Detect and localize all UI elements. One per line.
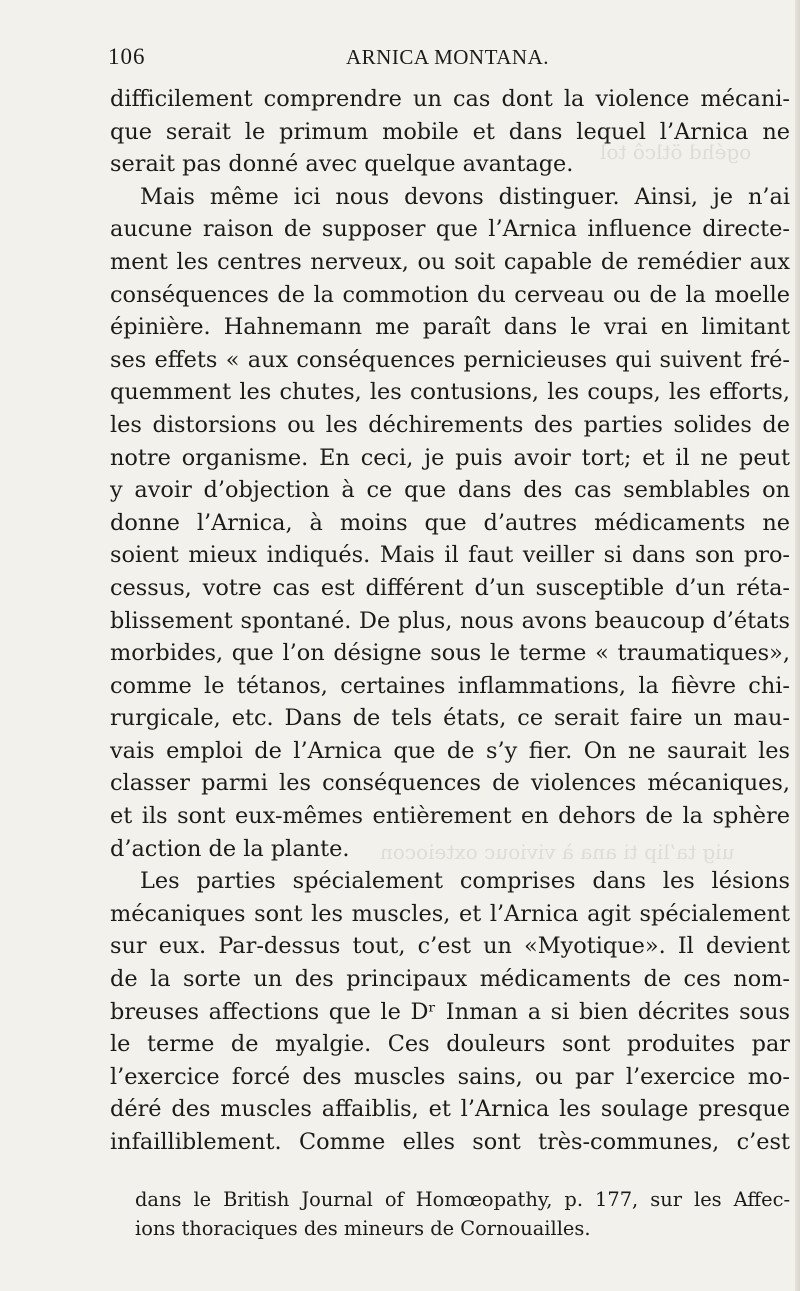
text-line: comme le tétanos, certaines inflammations, la fièvre chi- [110,672,790,699]
text-line: aucune raison de supposer que l’Arnica influence directe- [110,216,790,243]
text-line: difficilement comprendre un cas dont la violence mécani- [110,86,790,112]
running-title: ARNICA MONTANA. [346,45,549,69]
text-line: les distorsions ou les déchirements des parties solides de [110,411,790,438]
text-line: conséquences de la commotion du cerveau ou de la moelle [110,281,790,308]
text-line: vais emploi de l’Arnica que de s’y fier. On ne saurait les [110,737,790,764]
page-edge-shadow [795,0,800,1291]
text-line: le terme de myalgie. Ces douleurs sont produites par [110,1031,790,1058]
text-line: classer parmi les conséquences de violences mécaniques, [110,770,790,797]
show-through-text: ogéhd ötlcô tol [600,140,752,164]
text-line: donne l’Arnica, à moins que d’autres médicaments ne [110,509,790,536]
text-line: de la sorte un des principaux médicaments de ces nom- [110,966,790,993]
footnote-line: dans le British Journal of Homœopathy, p. 177, sur les Affec- [135,1188,790,1211]
page-header [108,44,788,76]
text-line: que serait le primum mobile et dans lequel l’Arnica ne [110,118,790,145]
text-line: blissement spontané. De plus, nous avons beaucoup d’états [110,607,790,634]
text-line: ses effets « aux conséquences pernicieuses qui suivent fré- [110,346,790,373]
text-line: morbides, que l’on désigne sous le terme « traumatiques», [110,640,790,667]
text-line: soient mieux indiqués. Mais il faut veiller si dans son pro- [110,542,790,569]
text-line: serait pas donné avec quelque avantage. [110,151,574,178]
text-line: sur eux. Par-dessus tout, c’est un «Myotique». Il devient [110,933,790,960]
show-through-text: uig ta’lip ti ana à viviouc oxteiocon [380,840,735,864]
text-line: Les parties spécialement comprises dans les lésions [140,868,790,895]
text-line: notre organisme. En ceci, je puis avoir tort; et il ne peut [110,444,790,471]
text-line: épinière. Hahnemann me paraît dans le vrai en limitant [110,314,790,341]
text-line: d’action de la plante. [110,835,350,862]
page-number: 106 [108,44,146,69]
text-line: déré des muscles affaiblis, et l’Arnica les soulage presque [110,1096,790,1123]
text-line: rurgicale, etc. Dans de tels états, ce serait faire un mau- [110,705,790,732]
main-text [110,83,790,1159]
footnote [135,1186,790,1243]
text-line: Mais même ici nous devons distinguer. Ainsi, je n’ai [140,183,790,210]
text-line: et ils sont eux-mêmes entièrement en dehors de la sphère [110,803,790,830]
text-line: ment les centres nerveux, ou soit capable de remédier aux [110,248,790,275]
text-line: y avoir d’objection à ce que dans des cas semblables on [110,477,790,504]
text-line: cessus, votre cas est différent d’un susceptible d’un réta- [110,574,790,601]
text-line: l’exercice forcé des muscles sains, ou par l’exercice mo- [110,1063,790,1090]
footnote-line: ions thoraciques des mineurs de Cornouailles. [135,1216,591,1240]
text-line: infailliblement. Comme elles sont très-communes, c’est [110,1129,790,1155]
text-line: breuses affections que le Dʳ Inman a si bien décrites sous [110,998,790,1025]
text-line: mécaniques sont les muscles, et l’Arnica agit spécialement [110,900,790,927]
text-line: quemment les chutes, les contusions, les coups, les efforts, [110,379,790,406]
